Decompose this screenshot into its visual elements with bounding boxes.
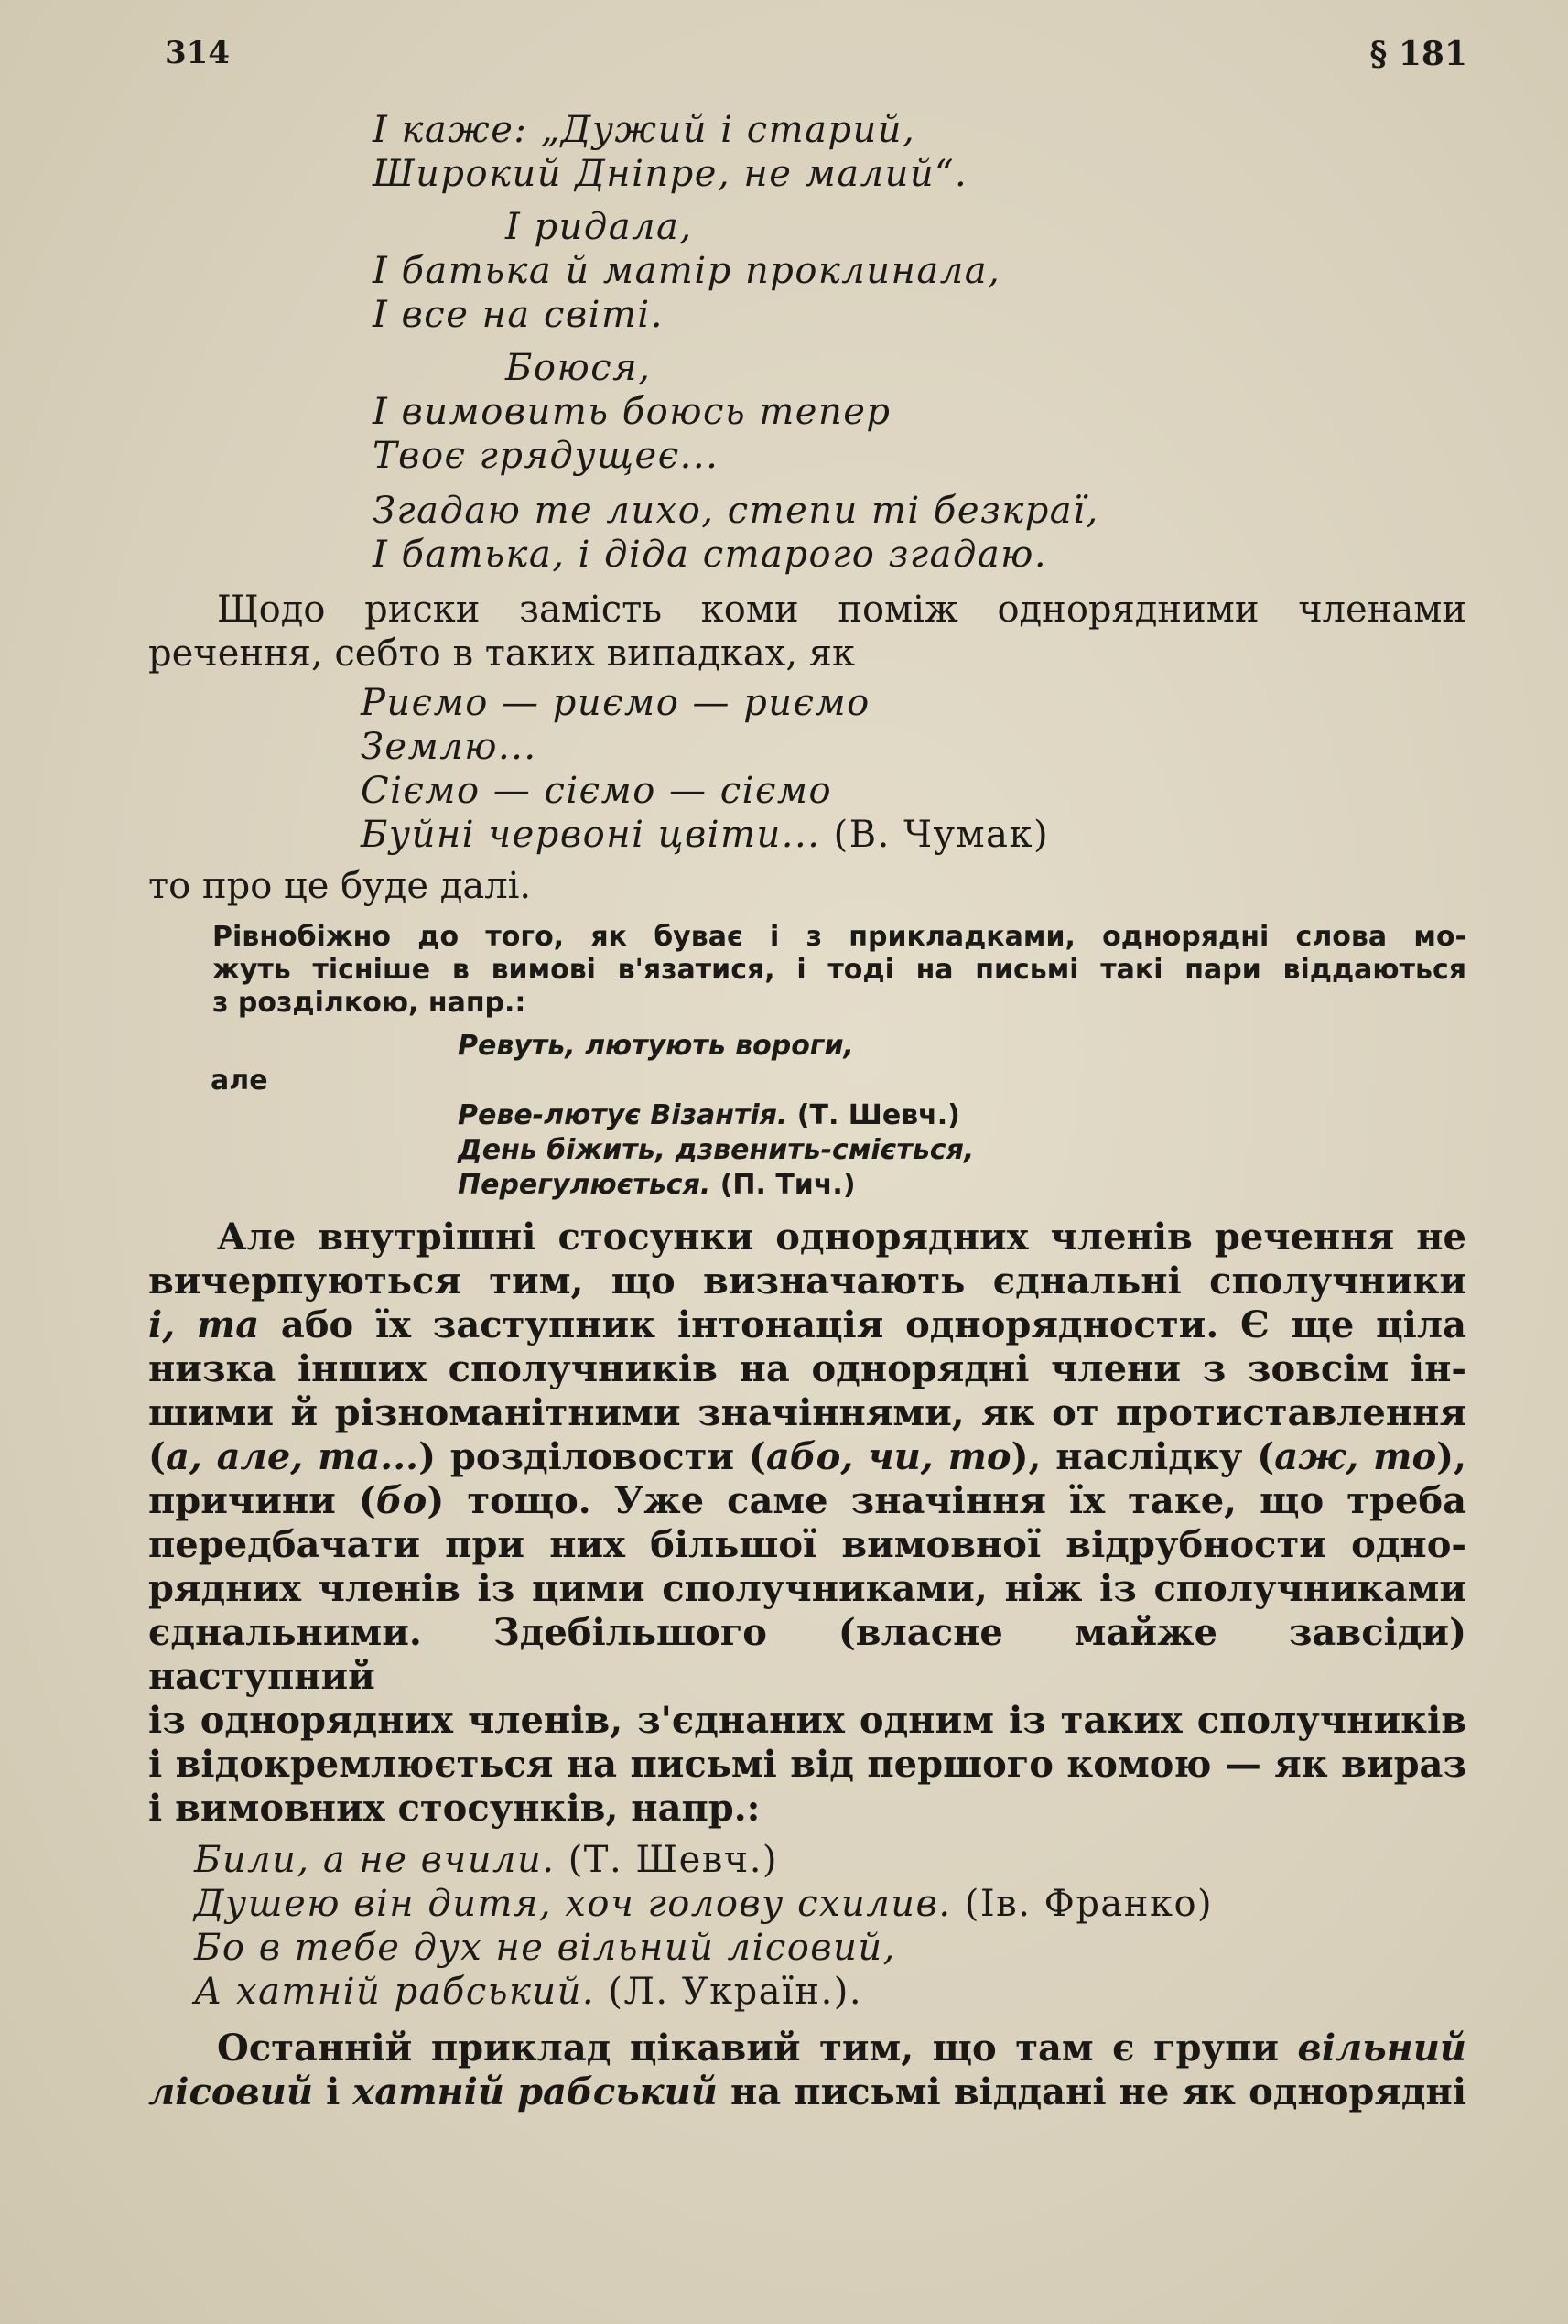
attribution: (Т. Шевч.) — [796, 1099, 960, 1131]
note-conjunction: але — [211, 1065, 268, 1097]
verse-quote-1 — [373, 108, 1466, 196]
italic-term: і, та — [148, 1303, 260, 1346]
paragraph-line — [148, 1479, 1466, 1523]
paragraph-line: і відокремлюється на письмі від першого комою — як вираз — [148, 1743, 1466, 1786]
verse-text: А хатній рабський. — [194, 1971, 596, 2013]
italic-term: лісовий — [148, 2070, 313, 2113]
text-run: причини ( — [148, 1479, 376, 1522]
paragraph-line: і вимовних стосунків, напр.: — [148, 1787, 761, 1830]
text-run: ), наслідку ( — [1011, 1435, 1275, 1478]
note-verse-line — [458, 1168, 1466, 1203]
verse-text: Душею він дитя, хоч голову схилив. — [194, 1883, 952, 1925]
verse-line: Риємо — риємо — риємо — [361, 682, 871, 724]
attribution: (Ів. Франко) — [964, 1883, 1214, 1925]
verse-line: І вимовить боюсь тепер — [373, 391, 892, 433]
verse-line — [194, 1970, 1466, 2014]
note-example-1: Ревуть, лютують вороги, — [458, 1030, 854, 1062]
text-run: і — [312, 2070, 353, 2113]
paragraph-line: вичерпуються тим, що визначають єднальні сполучники — [148, 1259, 1466, 1303]
page-content — [148, 108, 1466, 2118]
verse-line: Згадаю те лихо, степи ті безкраї, — [373, 490, 1099, 532]
attribution: (В. Чумак) — [833, 814, 1050, 856]
paragraph-line: речення, себто в таких випадках, як — [148, 632, 855, 675]
italic-term: або, чи, то — [765, 1435, 1011, 1478]
verse-line: Твоє грядущеє... — [373, 435, 719, 477]
attribution: (Л. Україн.). — [608, 1971, 863, 2013]
verse-line: Землю... — [361, 726, 537, 768]
text-run: ), — [1436, 1435, 1466, 1478]
paragraph-line — [148, 2027, 1466, 2070]
paragraph-line: єднальними. Здебільшого (власне майже завсіди) наступний — [148, 1611, 1466, 1698]
verse-line — [361, 813, 1466, 857]
verse-quote-5 — [361, 681, 1466, 857]
paragraph-line: передбачати при них більшої вимовної відрубности одно- — [148, 1523, 1466, 1566]
verse-quote-4 — [373, 489, 1466, 577]
page-number: 314 — [165, 35, 230, 71]
verse-quote-6 — [194, 1838, 1466, 2014]
note-verse-text: Перегулюється. — [458, 1169, 711, 1201]
text-run: ) тощо. Уже саме значіння їх таке, що треба — [427, 1479, 1466, 1522]
paragraph-line: із однорядних членів, з'єднаних одним із таких сполучників — [148, 1699, 1466, 1742]
paragraph-line: Щодо риски замість коми поміж однорядними членами — [217, 589, 1466, 631]
verse-line — [194, 1926, 1466, 1970]
text-run: ( — [148, 1435, 166, 1478]
verse-line: Боюся, — [505, 347, 652, 389]
verse-line: І ридала, — [505, 206, 693, 248]
paragraph-dash — [148, 588, 1466, 676]
paragraph-line: низка інших сполучників на однорядні члени з зовсім ін- — [148, 1347, 1466, 1390]
paragraph-line: шими й різноманітними значіннями, як от протиставлення — [148, 1391, 1466, 1434]
note-line: з розділкою, напр.: — [212, 987, 526, 1019]
text-run: Останній приклад цікавий тим, що там є групи — [217, 2027, 1298, 2070]
verse-quote-2 — [373, 205, 1466, 337]
verse-text: Буйні червоні цвіти... — [361, 814, 821, 856]
paragraph-last-example — [148, 2027, 1466, 2114]
page-header — [165, 35, 1467, 81]
paragraph-line: рядних членів із цими сполучниками, ніж із сполучниками — [148, 1567, 1466, 1610]
italic-term: а, але, та... — [165, 1435, 419, 1478]
verse-quote-3 — [373, 346, 1466, 478]
note-example-2 — [148, 1098, 1466, 1203]
verse-line: І каже: „Дужий і старий, — [373, 109, 916, 151]
paragraph-line — [148, 2070, 1466, 2114]
note-verse-text: Реве-лютує Візантія. — [458, 1099, 788, 1131]
text-run: на письмі віддані не як однорядні — [717, 2070, 1467, 2113]
attribution: (Т. Шевч.) — [568, 1839, 779, 1881]
paragraph-line — [148, 1303, 1466, 1347]
verse-line — [194, 1838, 1466, 1882]
italic-term: бо — [375, 1479, 427, 1522]
note-verse-text: День біжить, дзвенить-сміється, — [458, 1134, 975, 1166]
verse-line: Широкий Дніпре, не малий“. — [373, 153, 968, 195]
verse-line — [194, 1882, 1466, 1926]
attribution: (П. Тич.) — [719, 1169, 856, 1201]
text-run: ) розділовости ( — [418, 1435, 766, 1478]
italic-term: вільний — [1297, 2027, 1466, 2070]
small-print-note — [148, 921, 1466, 1020]
paragraph-line: то про це буде далі. — [148, 865, 532, 907]
paragraph-line: Але внутрішні стосунки однорядних членів речення не — [217, 1216, 1466, 1259]
verse-text: Бо в тебе дух не вільний лісовий, — [194, 1927, 896, 1969]
paragraph-conjunctions — [148, 1216, 1466, 1831]
italic-term: аж, то — [1274, 1435, 1437, 1478]
note-line: Рівнобіжно до того, як буває і з прикладками, однорядні слова мо- — [212, 921, 1466, 953]
verse-line: Сіємо — сіємо — сіємо — [361, 770, 833, 812]
text-run: або їх заступник інтонація однорядности. Є ще ціла — [259, 1303, 1466, 1346]
note-verse-line — [458, 1133, 1466, 1168]
verse-text: Били, а не вчили. — [194, 1839, 556, 1881]
verse-line: І все на світі. — [373, 294, 664, 336]
italic-term: хатній рабський — [352, 2070, 718, 2113]
note-verse-line — [458, 1098, 1466, 1133]
note-line: жуть тісніше в вимові в'язатися, і тоді на письмі такі пари віддаються — [212, 954, 1466, 986]
verse-line: І батька й матір проклинала, — [373, 250, 1001, 292]
section-mark: § 181 — [1369, 35, 1467, 73]
paragraph-continuation — [148, 864, 1466, 908]
paragraph-line — [148, 1435, 1466, 1479]
verse-line: І батька, і діда старого згадаю. — [373, 534, 1048, 576]
